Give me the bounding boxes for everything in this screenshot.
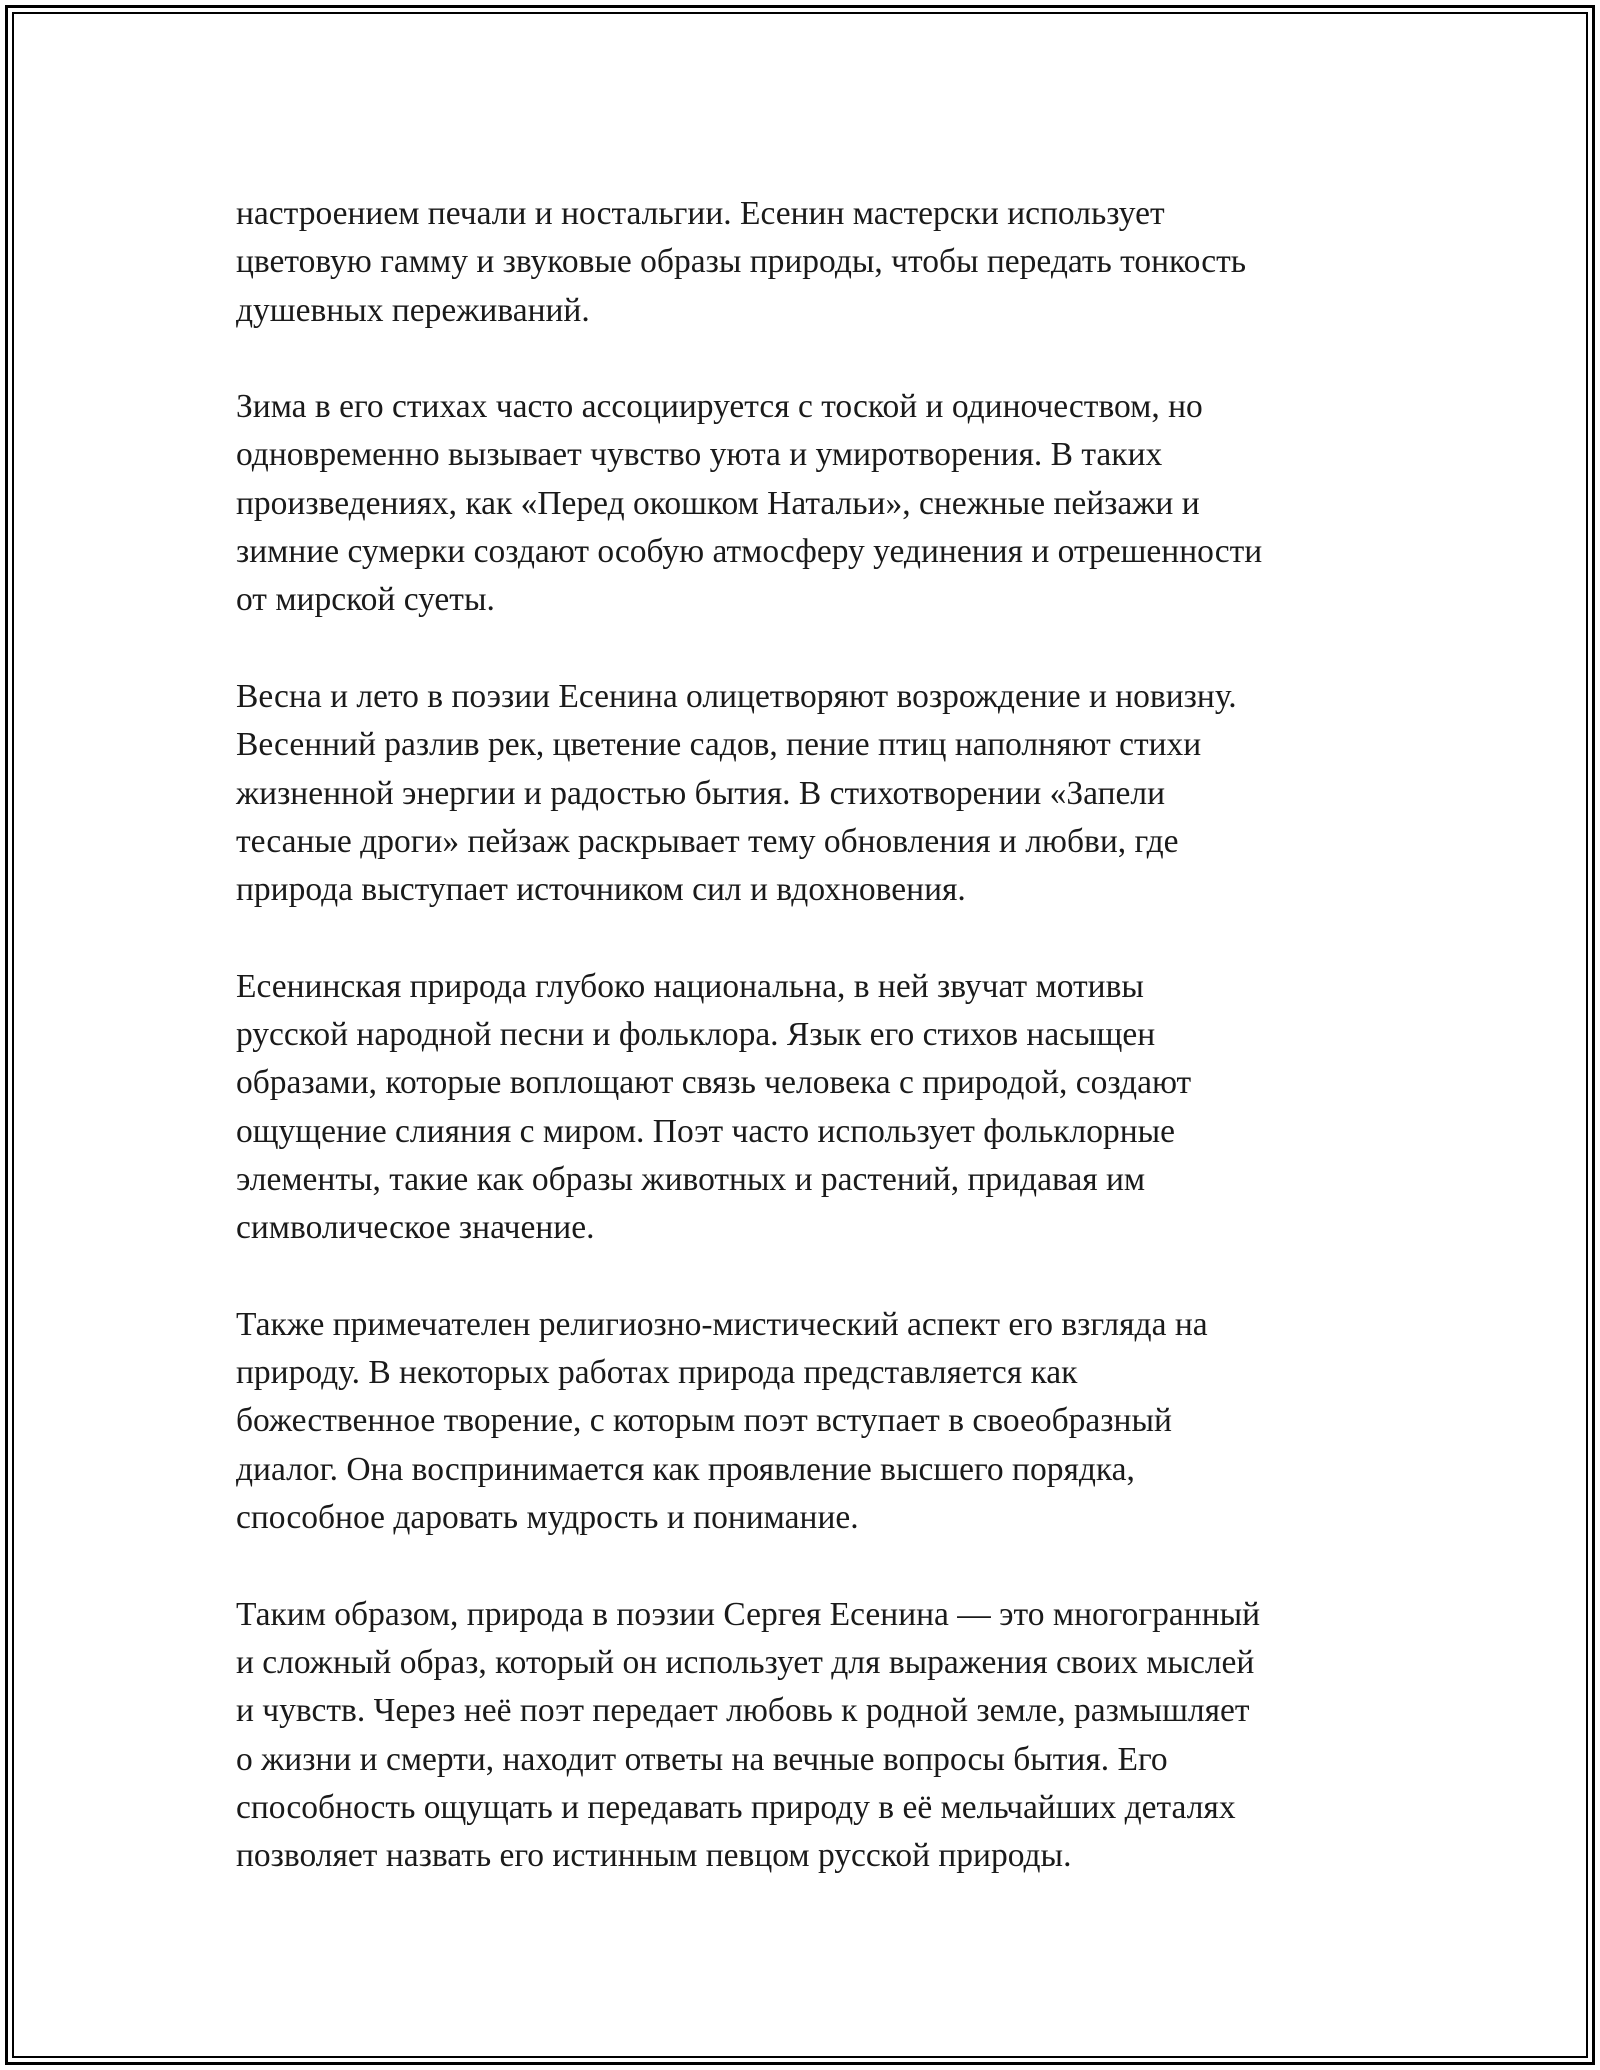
text-line: тесаные дроги» пейзаж раскрывает тему обновления и любви, где bbox=[236, 822, 1179, 860]
paragraph-1 bbox=[236, 190, 1396, 335]
text-line: позволяет назвать его истинным певцом русской природы. bbox=[236, 1837, 1072, 1875]
text-line: Таким образом, природа в поэзии Сергея Есенина — это многогранный bbox=[236, 1595, 1261, 1633]
text-line: одновременно вызывает чувство уюта и умиротворения. В таких bbox=[236, 436, 1163, 474]
text-line: душевных переживаний. bbox=[236, 291, 590, 329]
text-line: русской народной песни и фольклора. Язык его стихов насыщен bbox=[236, 1016, 1156, 1054]
paragraph-4 bbox=[236, 963, 1396, 1253]
text-line: Весенний разлив рек, цветение садов, пение птиц наполняют стихи bbox=[236, 726, 1202, 764]
text-line: природу. В некоторых работах природа представляется как bbox=[236, 1354, 1078, 1392]
text-line: божественное творение, с которым поэт вступает в своеобразный bbox=[236, 1402, 1172, 1440]
text-line: о жизни и смерти, находит ответы на вечные вопросы бытия. Его bbox=[236, 1740, 1168, 1778]
text-line: ощущение слияния с миром. Поэт часто использует фольклорные bbox=[236, 1112, 1176, 1150]
text-line: элементы, такие как образы животных и растений, придавая им bbox=[236, 1160, 1146, 1198]
text-line: Есенинская природа глубоко национальна, в ней звучат мотивы bbox=[236, 967, 1144, 1005]
text-line: произведениях, как «Перед окошком Натальи», снежные пейзажи и bbox=[236, 484, 1200, 522]
text-line: жизненной энергии и радостью бытия. В стихотворении «Запели bbox=[236, 774, 1166, 812]
text-line: Также примечателен религиозно-мистический аспект его взгляда на bbox=[236, 1305, 1208, 1343]
paragraph-5 bbox=[236, 1301, 1396, 1542]
text-line: Зима в его стихах часто ассоциируется с тоской и одиночеством, но bbox=[236, 388, 1203, 426]
paragraph-3 bbox=[236, 673, 1396, 914]
text-line: и сложный образ, который он использует для выражения своих мыслей bbox=[236, 1643, 1255, 1681]
text-line: образами, которые воплощают связь человека с природой, создают bbox=[236, 1064, 1192, 1102]
text-line: природа выступает источником сил и вдохновения. bbox=[236, 871, 966, 909]
text-line: способное даровать мудрость и понимание. bbox=[236, 1499, 859, 1537]
text-line: настроением печали и ностальгии. Есенин мастерски использует bbox=[236, 195, 1165, 232]
document-body bbox=[236, 190, 1396, 1929]
text-line: цветовую гамму и звуковые образы природы, чтобы передать тонкость bbox=[236, 243, 1247, 281]
text-line: способность ощущать и передавать природу в её мельчайших деталях bbox=[236, 1788, 1236, 1826]
paragraph-2 bbox=[236, 383, 1396, 624]
text-line: зимние сумерки создают особую атмосферу уединения и отрешенности bbox=[236, 533, 1263, 571]
text-line: от мирской суеты. bbox=[236, 581, 495, 619]
text-line: диалог. Она воспринимается как проявление высшего порядка, bbox=[236, 1450, 1135, 1488]
text-line: Весна и лето в поэзии Есенина олицетворяют возрождение и новизну. bbox=[236, 677, 1237, 715]
paragraph-6 bbox=[236, 1591, 1396, 1881]
text-line: и чувств. Через неё поэт передает любовь к родной земле, размышляет bbox=[236, 1692, 1250, 1730]
text-line: символическое значение. bbox=[236, 1209, 595, 1247]
